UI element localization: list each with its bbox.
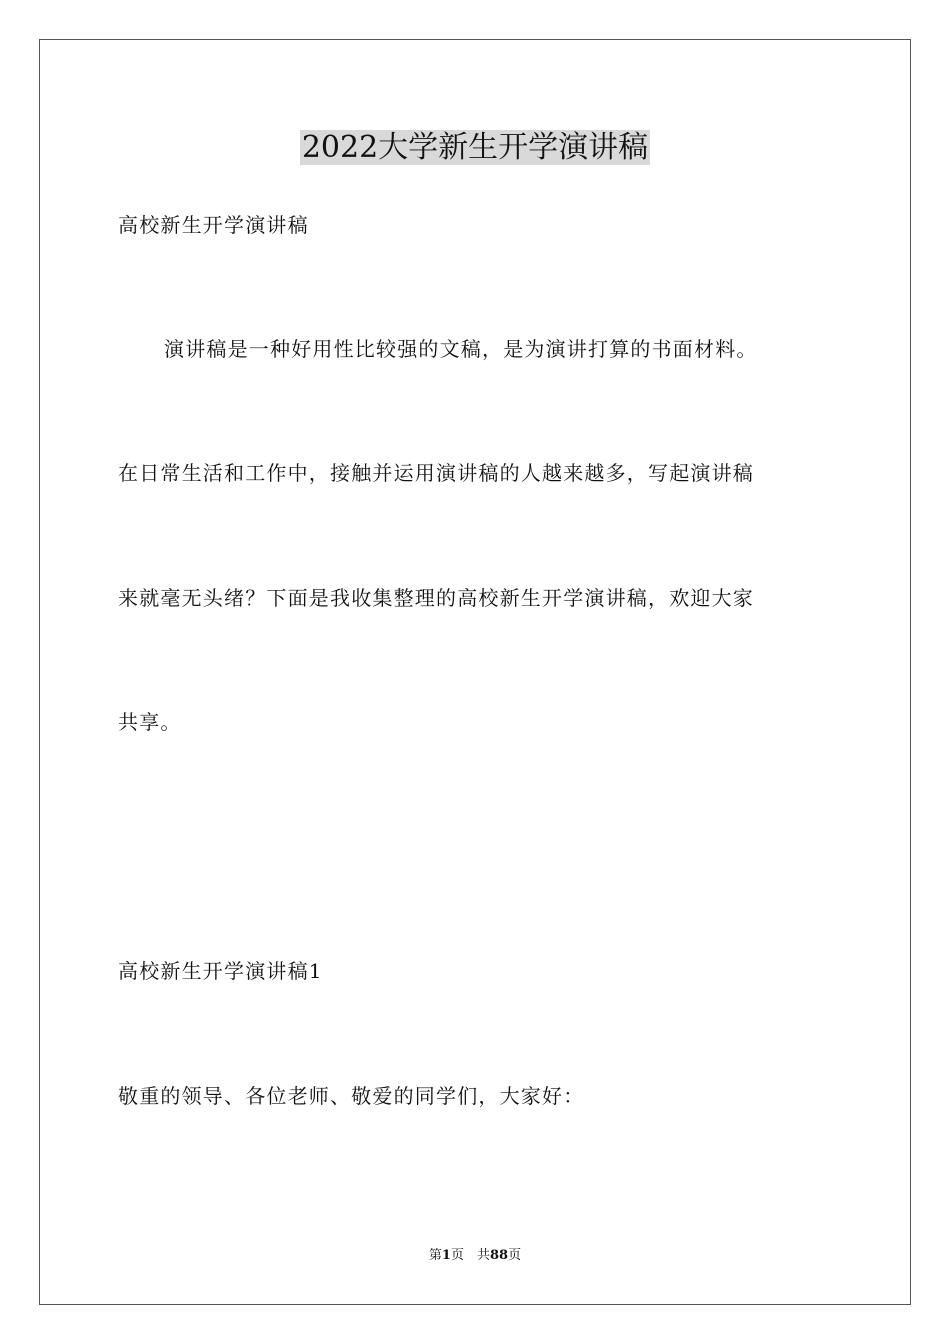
footer-page-total: 88 — [489, 1248, 509, 1263]
footer-page-suffix: 页 — [508, 1248, 522, 1263]
body-paragraph-line: 在日常生活和工作中，接触并运用演讲稿的人越来越多，写起演讲稿 — [118, 461, 754, 485]
body-paragraph-line: 共享。 — [118, 710, 182, 734]
greeting-paragraph: 敬重的领导、各位老师、敬爱的同学们，大家好： — [118, 1084, 585, 1108]
subtitle-paragraph: 高校新生开学演讲稿 — [118, 213, 309, 237]
body-paragraph-line: 来就毫无头绪？下面是我收集整理的高校新生开学演讲稿，欢迎大家 — [118, 586, 754, 610]
footer-page-current: 1 — [441, 1248, 451, 1263]
footer-page-mid: 页 共 — [450, 1248, 490, 1263]
page-footer — [0, 1247, 950, 1265]
document-title — [0, 128, 950, 168]
section-heading: 高校新生开学演讲稿1 — [118, 959, 323, 983]
footer-page-prefix: 第 — [428, 1248, 442, 1263]
document-title-text: 2022大学新生开学演讲稿 — [301, 130, 649, 165]
body-paragraph-line: 演讲稿是一种好用性比较强的文稿，是为演讲打算的书面材料。 — [164, 337, 758, 361]
